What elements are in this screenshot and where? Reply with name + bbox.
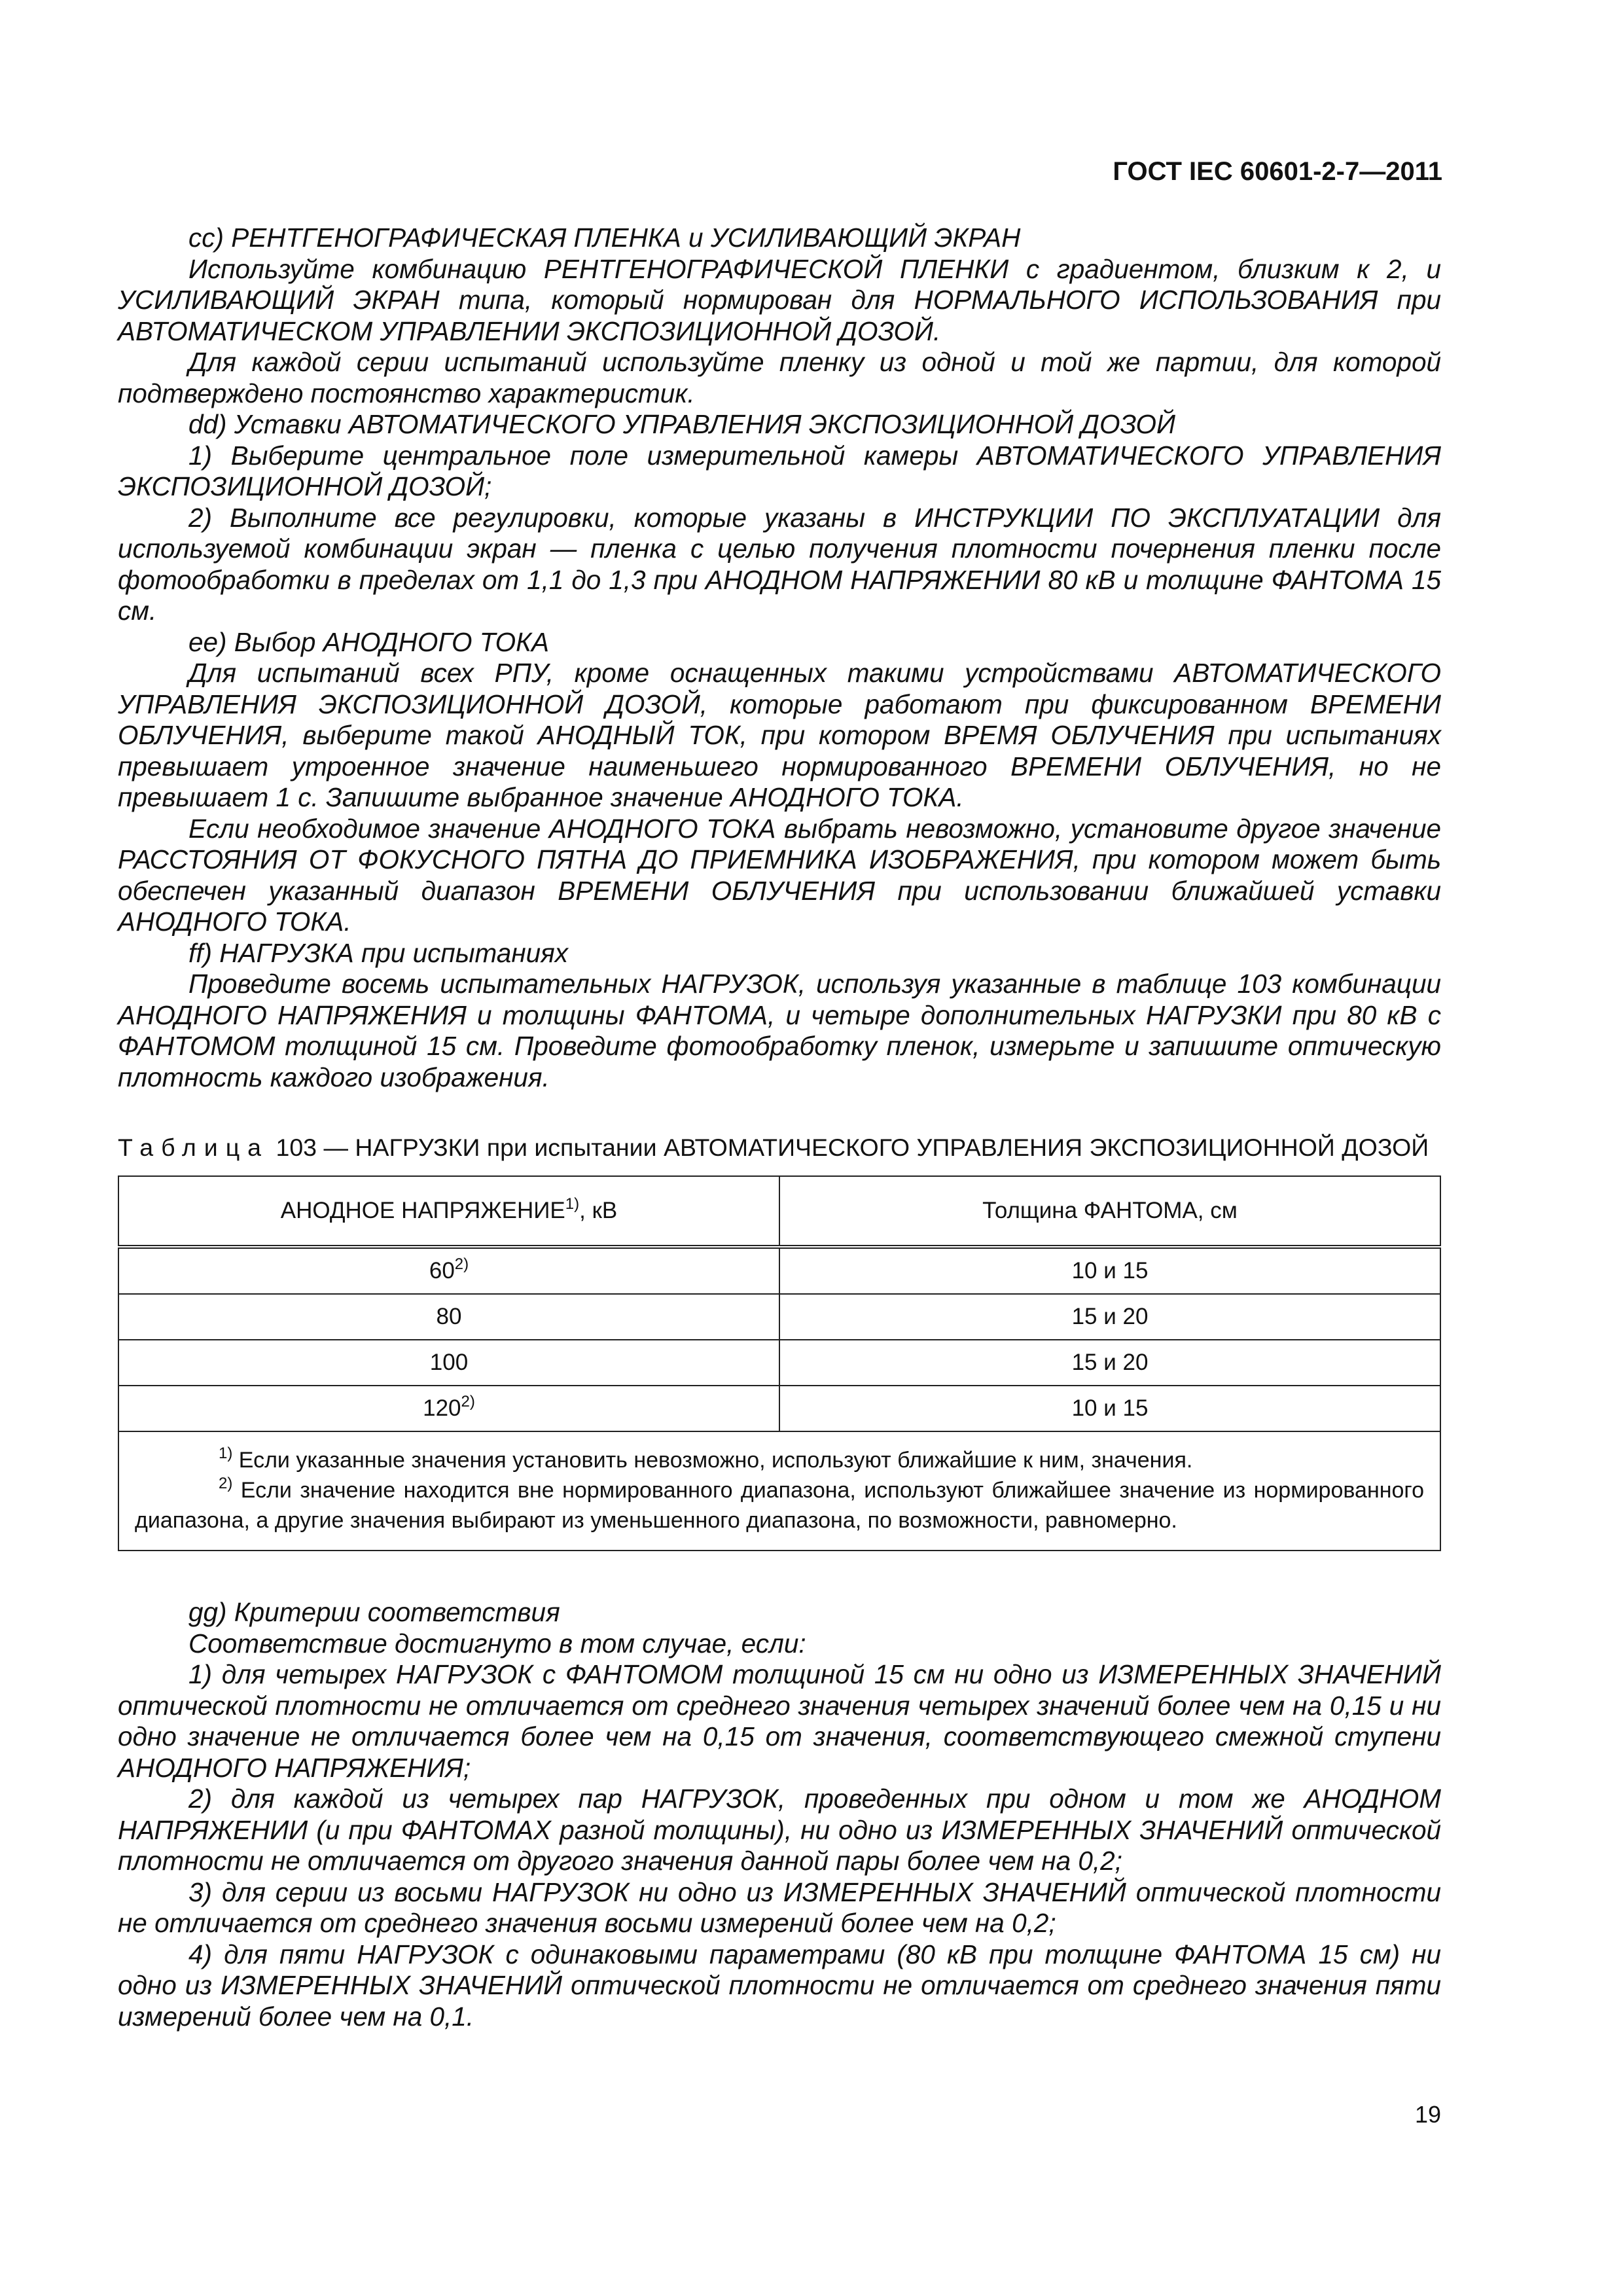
table-notes [118, 1431, 1440, 1551]
voltage-cell [118, 1386, 779, 1431]
paragraph: Для каждой серии испытаний используйте пленку из одной и той же партии, для которой подтверждено постоянство характеристик. [118, 347, 1441, 408]
voltage-value: 100 [429, 1350, 469, 1375]
paragraph: Если необходимое значение АНОДНОГО ТОКА выбрать невозможно, установите другое значение РАССТОЯНИЯ ОТ ФОКУСНОГО ПЯТНА ДО ПРИЕМНИКА ИЗОБРАЖЕНИЯ, при котором может быть обеспечен указанный диапазон ВРЕМЕНИ ОБЛУЧЕНИЯ при использовании ближайшей уставки АНОДНОГО ТОКА. [118, 813, 1441, 937]
paragraph: 2) для каждой из четырех пар НАГРУЗОК, проведенных при одном и том же АНОДНОМ НАПРЯЖЕНИИ (и при ФАНТОМАХ разной толщины), ни одно из ИЗМЕРЕННЫХ ЗНАЧЕНИЙ оптической плотности не отличается от другого значения данной пары более чем на 0,2; [118, 1784, 1441, 1876]
voltage-cell [118, 1340, 779, 1386]
voltage-value: 120 [423, 1395, 461, 1421]
paragraph: cc) РЕНТГЕНОГРАФИЧЕСКАЯ ПЛЕНКА и УСИЛИВАЮЩИЙ ЭКРАН [188, 223, 1021, 253]
table-header-row [118, 1176, 1440, 1247]
table-note: $^{1)}$ Если указанные значения установить невозможно, используют ближайшие к ним, значения. [219, 1444, 1193, 1473]
table-caption-text: 103 — НАГРУЗКИ при испытании АВТОМАТИЧЕСКОГО УПРАВЛЕНИЯ ЭКСПОЗИЦИОННОЙ ДОЗОЙ [269, 1134, 1429, 1161]
voltage-value: 60 [429, 1258, 455, 1283]
paragraph: gg) Критерии соответствия [188, 1597, 560, 1627]
thickness-cell: 10 и 15 [779, 1386, 1440, 1431]
thickness-cell: 15 и 20 [779, 1294, 1440, 1340]
paragraph: 1) Выберите центральное поле измерительной камеры АВТОМАТИЧЕСКОГО УПРАВЛЕНИЯ ЭКСПОЗИЦИОННОЙ ДОЗОЙ; [118, 440, 1441, 501]
page-number: 19 [1414, 2101, 1441, 2128]
table-row [118, 1386, 1440, 1431]
loads-table [118, 1175, 1441, 1551]
document-header: ГОСТ IEC 60601-2-7—2011 [1113, 157, 1442, 186]
table-note: $^{2)}$ Если значение находится вне нормированного диапазона, используют ближайшее значение из нормированного диапазона, а другие значения выбирают из уменьшенного диапазона, по возможности, равномерно. [135, 1475, 1424, 1533]
paragraph: Соответствие достигнуто в том случае, если: [188, 1628, 806, 1659]
paragraph: Проведите восемь испытательных НАГРУЗОК, используя указанные в таблице 103 комбинации АНОДНОГО НАПРЯЖЕНИЯ и толщины ФАНТОМА, и четыре дополнительных НАГРУЗКИ при 80 кВ с ФАНТОМОМ толщиной 15 см. Проведите фотообработку пленок, измерьте и запишите оптическую плотность каждого изображения. [118, 969, 1441, 1092]
footnote-mark: 2) [454, 1255, 469, 1273]
paragraph: Используйте комбинацию РЕНТГЕНОГРАФИЧЕСКОЙ ПЛЕНКИ с градиентом, близким к 2, и УСИЛИВАЮЩИЙ ЭКРАН типа, который нормирован для НОРМАЛЬНОГО ИСПОЛЬЗОВАНИЯ при АВТОМАТИЧЕСКОМ УПРАВЛЕНИИ ЭКСПОЗИЦИОННОЙ ДОЗОЙ. [118, 253, 1441, 346]
paragraph: 2) Выполните все регулировки, которые указаны в ИНСТРУКЦИИ ПО ЭКСПЛУАТАЦИИ для используемой комбинации экран — пленка с целью получения плотности почернения пленки после фотообработки в пределах от 1,1 до 1,3 при АНОДНОМ НАПРЯЖЕНИИ 80 кВ и толщине ФАНТОМА 15 см. [118, 502, 1441, 626]
voltage-cell [118, 1247, 779, 1294]
column-header-thickness: Толщина ФАНТОМА, см [779, 1176, 1440, 1247]
voltage-cell [118, 1294, 779, 1340]
voltage-value: 80 [436, 1304, 462, 1329]
paragraph: dd) Уставки АВТОМАТИЧЕСКОГО УПРАВЛЕНИЯ ЭКСПОЗИЦИОННОЙ ДОЗОЙ [188, 409, 1175, 439]
paragraph: 4) для пяти НАГРУЗОК с одинаковыми параметрами (80 кВ при толщине ФАНТОМА 15 см) ни одно из ИЗМЕРЕННЫХ ЗНАЧЕНИЙ оптической плотности не отличается от среднего значения пяти измерений более чем на 0,1. [118, 1939, 1441, 2032]
paragraph: 1) для четырех НАГРУЗОК с ФАНТОМОМ толщиной 15 см ни одно из ИЗМЕРЕННЫХ ЗНАЧЕНИЙ оптической плотности не отличается от среднего значения четырех значений более чем на 0,15 и ни одно значение не отличается более чем на 0,15 от значения, соответствующего смежной ступени АНОДНОГО НАПРЯЖЕНИЯ; [118, 1659, 1441, 1783]
table-row [118, 1340, 1440, 1386]
thickness-cell: 10 и 15 [779, 1247, 1440, 1294]
table-caption-label: Таблица [118, 1134, 270, 1161]
page-content [118, 223, 1441, 2032]
paragraph: Для испытаний всех РПУ, кроме оснащенных такими устройствами АВТОМАТИЧЕСКОГО УПРАВЛЕНИЯ ЭКСПОЗИЦИОННОЙ ДОЗОЙ, которые работают при фиксированном ВРЕМЕНИ ОБЛУЧЕНИЯ, выберите такой АНОДНЫЙ ТОК, при котором ВРЕМЯ ОБЛУЧЕНИЯ при испытаниях превышает утроенное значение наименьшего нормированного ВРЕМЕНИ ОБЛУЧЕНИЯ, но не превышает 1 с. Запишите выбранное значение АНОДНОГО ТОКА. [118, 658, 1441, 812]
footnote-mark: 2) [461, 1393, 475, 1410]
paragraphs-before-table [118, 223, 1441, 1093]
table-body [118, 1247, 1440, 1551]
paragraphs-after-table [118, 1597, 1441, 2032]
column-header-voltage: АНОДНОЕ НАПРЯЖЕНИЕ$^{1)}$, кВ [118, 1176, 779, 1247]
paragraph: ee) Выбор АНОДНОГО ТОКА [188, 626, 550, 657]
table-caption [118, 1132, 1441, 1162]
table-row [118, 1247, 1440, 1294]
table-notes-row [118, 1431, 1440, 1551]
table-row [118, 1294, 1440, 1340]
paragraph: 3) для серии из восьми НАГРУЗОК ни одно из ИЗМЕРЕННЫХ ЗНАЧЕНИЙ оптической плотности не отличается от среднего значения восьми измерений более чем на 0,2; [118, 1876, 1441, 1938]
thickness-cell: 15 и 20 [779, 1340, 1440, 1386]
paragraph: ff) НАГРУЗКА при испытаниях [188, 937, 569, 968]
